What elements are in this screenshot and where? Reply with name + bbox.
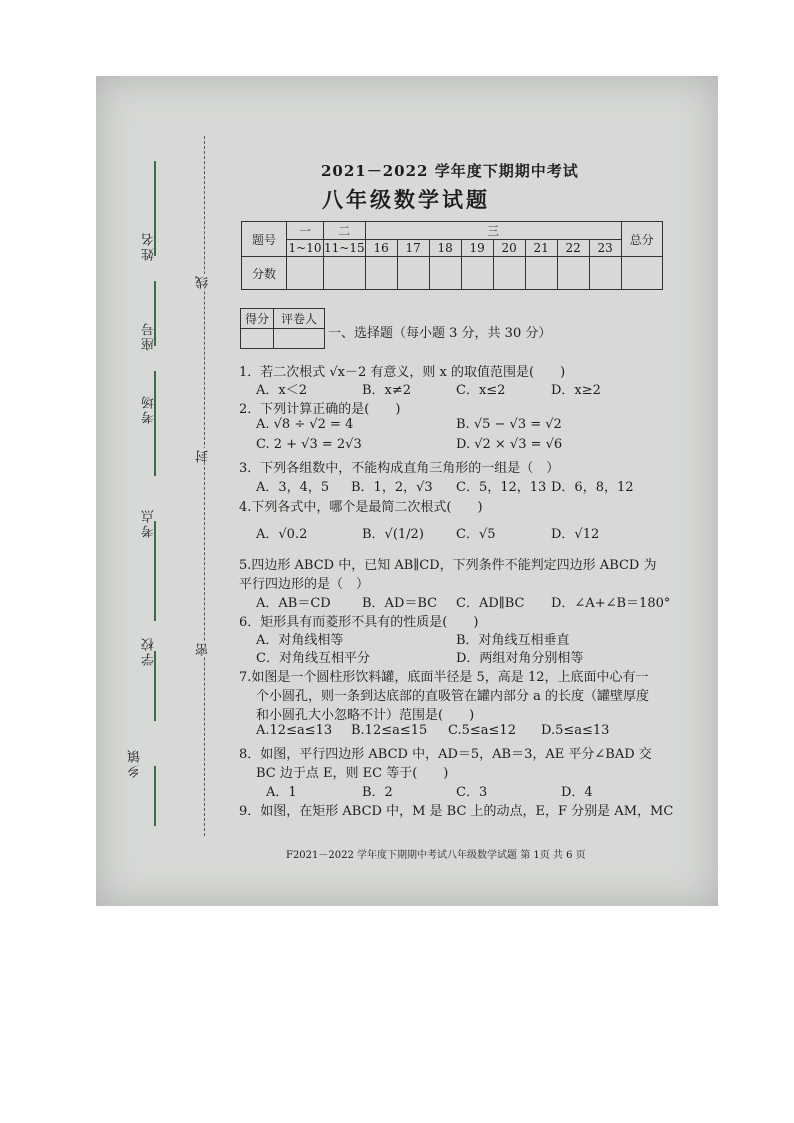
score-entry-cell[interactable]: [621, 257, 662, 290]
score-table: [241, 221, 663, 290]
exam-subject-title: 八年级数学试题: [322, 187, 490, 212]
score-table-cell: 17: [397, 240, 429, 257]
question-3-option-d: D．6，8，12: [551, 480, 634, 495]
question-5-stem-line-1: 5.四边形 ABCD 中，已知 AB∥CD，下列条件不能判定四边形 ABCD 为: [239, 558, 657, 573]
exam-paper-sheet: [96, 76, 718, 906]
question-7-option-d: D.5≤a≤13: [541, 723, 610, 738]
question-1-option-c: C．x≤2: [456, 383, 506, 398]
seal-char-line: 线: [196, 274, 211, 289]
question-4-option-c: C．√5: [456, 527, 496, 542]
score-table-cell: 11~15: [324, 241, 365, 255]
question-6-option-b: B．对角线互相垂直: [456, 633, 570, 648]
score-entry-cell[interactable]: [397, 257, 429, 290]
score-table-group-1: 一: [287, 222, 324, 240]
score-table-cell: 19: [461, 240, 493, 257]
margin-label-site: 考点: [142, 508, 157, 538]
score-table-score-label: 分数: [242, 257, 287, 290]
score-table-cell: 20: [493, 240, 525, 257]
margin-label-seat: 座号: [142, 321, 157, 351]
score-entry-cell[interactable]: [461, 257, 493, 290]
score-entry-cell[interactable]: [287, 257, 324, 290]
question-7-stem-line-1: 7.如图是一个圆柱形饮料罐，底面半径是 5，高是 12，上底面中心有一: [239, 670, 649, 685]
question-5-option-a: A．AB＝CD: [256, 596, 331, 611]
score-entry-cell[interactable]: [493, 257, 525, 290]
question-5-option-c: C．AD∥BC: [456, 596, 525, 611]
score-table-group-3: 三: [365, 222, 621, 240]
score-table-group-2: 二: [324, 222, 366, 240]
score-table-cell: 23: [589, 240, 621, 257]
question-1-stem: 1．若二次根式 √x－2 有意义，则 x 的取值范围是( ): [239, 365, 566, 380]
margin-label-room: 考场: [142, 394, 157, 424]
score-table-cell: 1~10: [287, 240, 324, 257]
question-7-option-c: C.5≤a≤12: [448, 723, 516, 738]
question-8-option-a: A．1: [266, 785, 297, 800]
score-entry-cell[interactable]: [557, 257, 589, 290]
margin-label-town: 乡镇: [128, 748, 143, 778]
question-8-option-d: D．4: [561, 785, 593, 800]
question-2-option-a: A. √8 ÷ √2 = 4: [256, 417, 354, 432]
question-2-stem: 2．下列计算正确的是( ): [239, 402, 401, 417]
question-1-option-a: A．x＜2: [256, 383, 307, 398]
section-1-title: 一、选择题（每小题 3 分，共 30 分）: [328, 326, 552, 341]
question-5-stem-line-2: 平行四边形的是（ ）: [239, 577, 370, 592]
grader-score-entry[interactable]: [241, 329, 274, 349]
margin-label-school: 学校: [142, 636, 157, 666]
score-table-cell: 22: [557, 240, 589, 257]
question-7-stem-line-2: 个小圆孔，则一条到达底部的直吸管在罐内部分 a 的长度（罐壁厚度: [256, 689, 650, 704]
grader-table-grader-label: 评卷人: [274, 309, 325, 329]
question-5-option-d: D．∠A+∠B＝180°: [551, 596, 671, 611]
score-entry-cell[interactable]: [589, 257, 621, 290]
grader-table-score-label: 得分: [241, 309, 274, 329]
score-entry-cell[interactable]: [365, 257, 397, 290]
question-4-option-a: A．√0.2: [256, 527, 308, 542]
question-5-option-b: B．AD＝BC: [362, 596, 438, 611]
question-3-option-b: B．1，2，√3: [351, 480, 433, 495]
question-8-stem-line-2: BC 边于点 E，则 EC 等于( ): [256, 766, 449, 781]
score-table-cell: 18: [429, 240, 461, 257]
question-7-stem-line-3: 和小圆孔大小忽略不计）范围是( ): [256, 708, 475, 723]
score-entry-cell[interactable]: [324, 257, 366, 290]
score-entry-cell[interactable]: [525, 257, 557, 290]
town-underline: [154, 766, 156, 826]
score-table-total-label: 总分: [621, 222, 662, 257]
question-4-stem: 4.下列各式中，哪个是最简二次根式( ): [239, 500, 483, 515]
margin-label-name: 姓名: [142, 231, 157, 261]
question-7-option-b: B.12≤a≤15: [351, 723, 428, 738]
grader-name-entry[interactable]: [274, 329, 325, 349]
question-2-option-c: C. 2 + √3 = 2√3: [256, 437, 362, 452]
question-8-stem-line-1: 8．如图，平行四边形 ABCD 中，AD＝5，AB＝3，AE 平分∠BAD 交: [239, 747, 652, 762]
question-2-option-b: B. √5 − √3 = √2: [456, 417, 562, 432]
question-3-option-a: A．3，4，5: [256, 480, 330, 495]
question-3-stem: 3．下列各组数中，不能构成直角三角形的一组是（ ）: [239, 461, 560, 476]
score-entry-cell[interactable]: [429, 257, 461, 290]
score-table-cell: 16: [365, 240, 397, 257]
question-6-stem: 6．矩形具有而菱形不具有的性质是( ): [239, 615, 479, 630]
question-4-option-d: D．√12: [551, 527, 600, 542]
page-footer: F2021－2022 学年度下期期中考试八年级数学试题 第 1页 共 6 页: [286, 850, 586, 861]
question-1-option-d: D．x≥2: [551, 383, 601, 398]
question-9-stem: 9．如图，在矩形 ABCD 中，M 是 BC 上的动点，E，F 分别是 AM，MC: [239, 804, 674, 819]
question-2-option-d: D. √2 × √3 = √6: [456, 437, 563, 452]
question-6-option-a: A．对角线相等: [256, 633, 344, 648]
question-3-option-c: C．5，12，13: [456, 480, 547, 495]
question-7-option-a: A.12≤a≤13: [256, 723, 333, 738]
question-6-option-d: D．两组对角分别相等: [456, 651, 584, 666]
seal-line: [204, 136, 205, 836]
question-4-option-b: B．√(1/2): [362, 527, 424, 542]
score-table-cell: 21: [525, 240, 557, 257]
exam-title: 2021－2022 学年度下期期中考试: [321, 162, 579, 180]
question-8-option-c: C．3: [456, 785, 488, 800]
question-8-option-b: B．2: [362, 785, 393, 800]
seal-char-secret: 密: [196, 641, 211, 656]
grader-table: [240, 308, 325, 349]
question-1-option-b: B．x≠2: [362, 383, 412, 398]
score-table-question-label: 题号: [242, 222, 287, 257]
seal-char-seal: 封: [196, 448, 211, 463]
question-6-option-c: C．对角线互相平分: [256, 651, 370, 666]
